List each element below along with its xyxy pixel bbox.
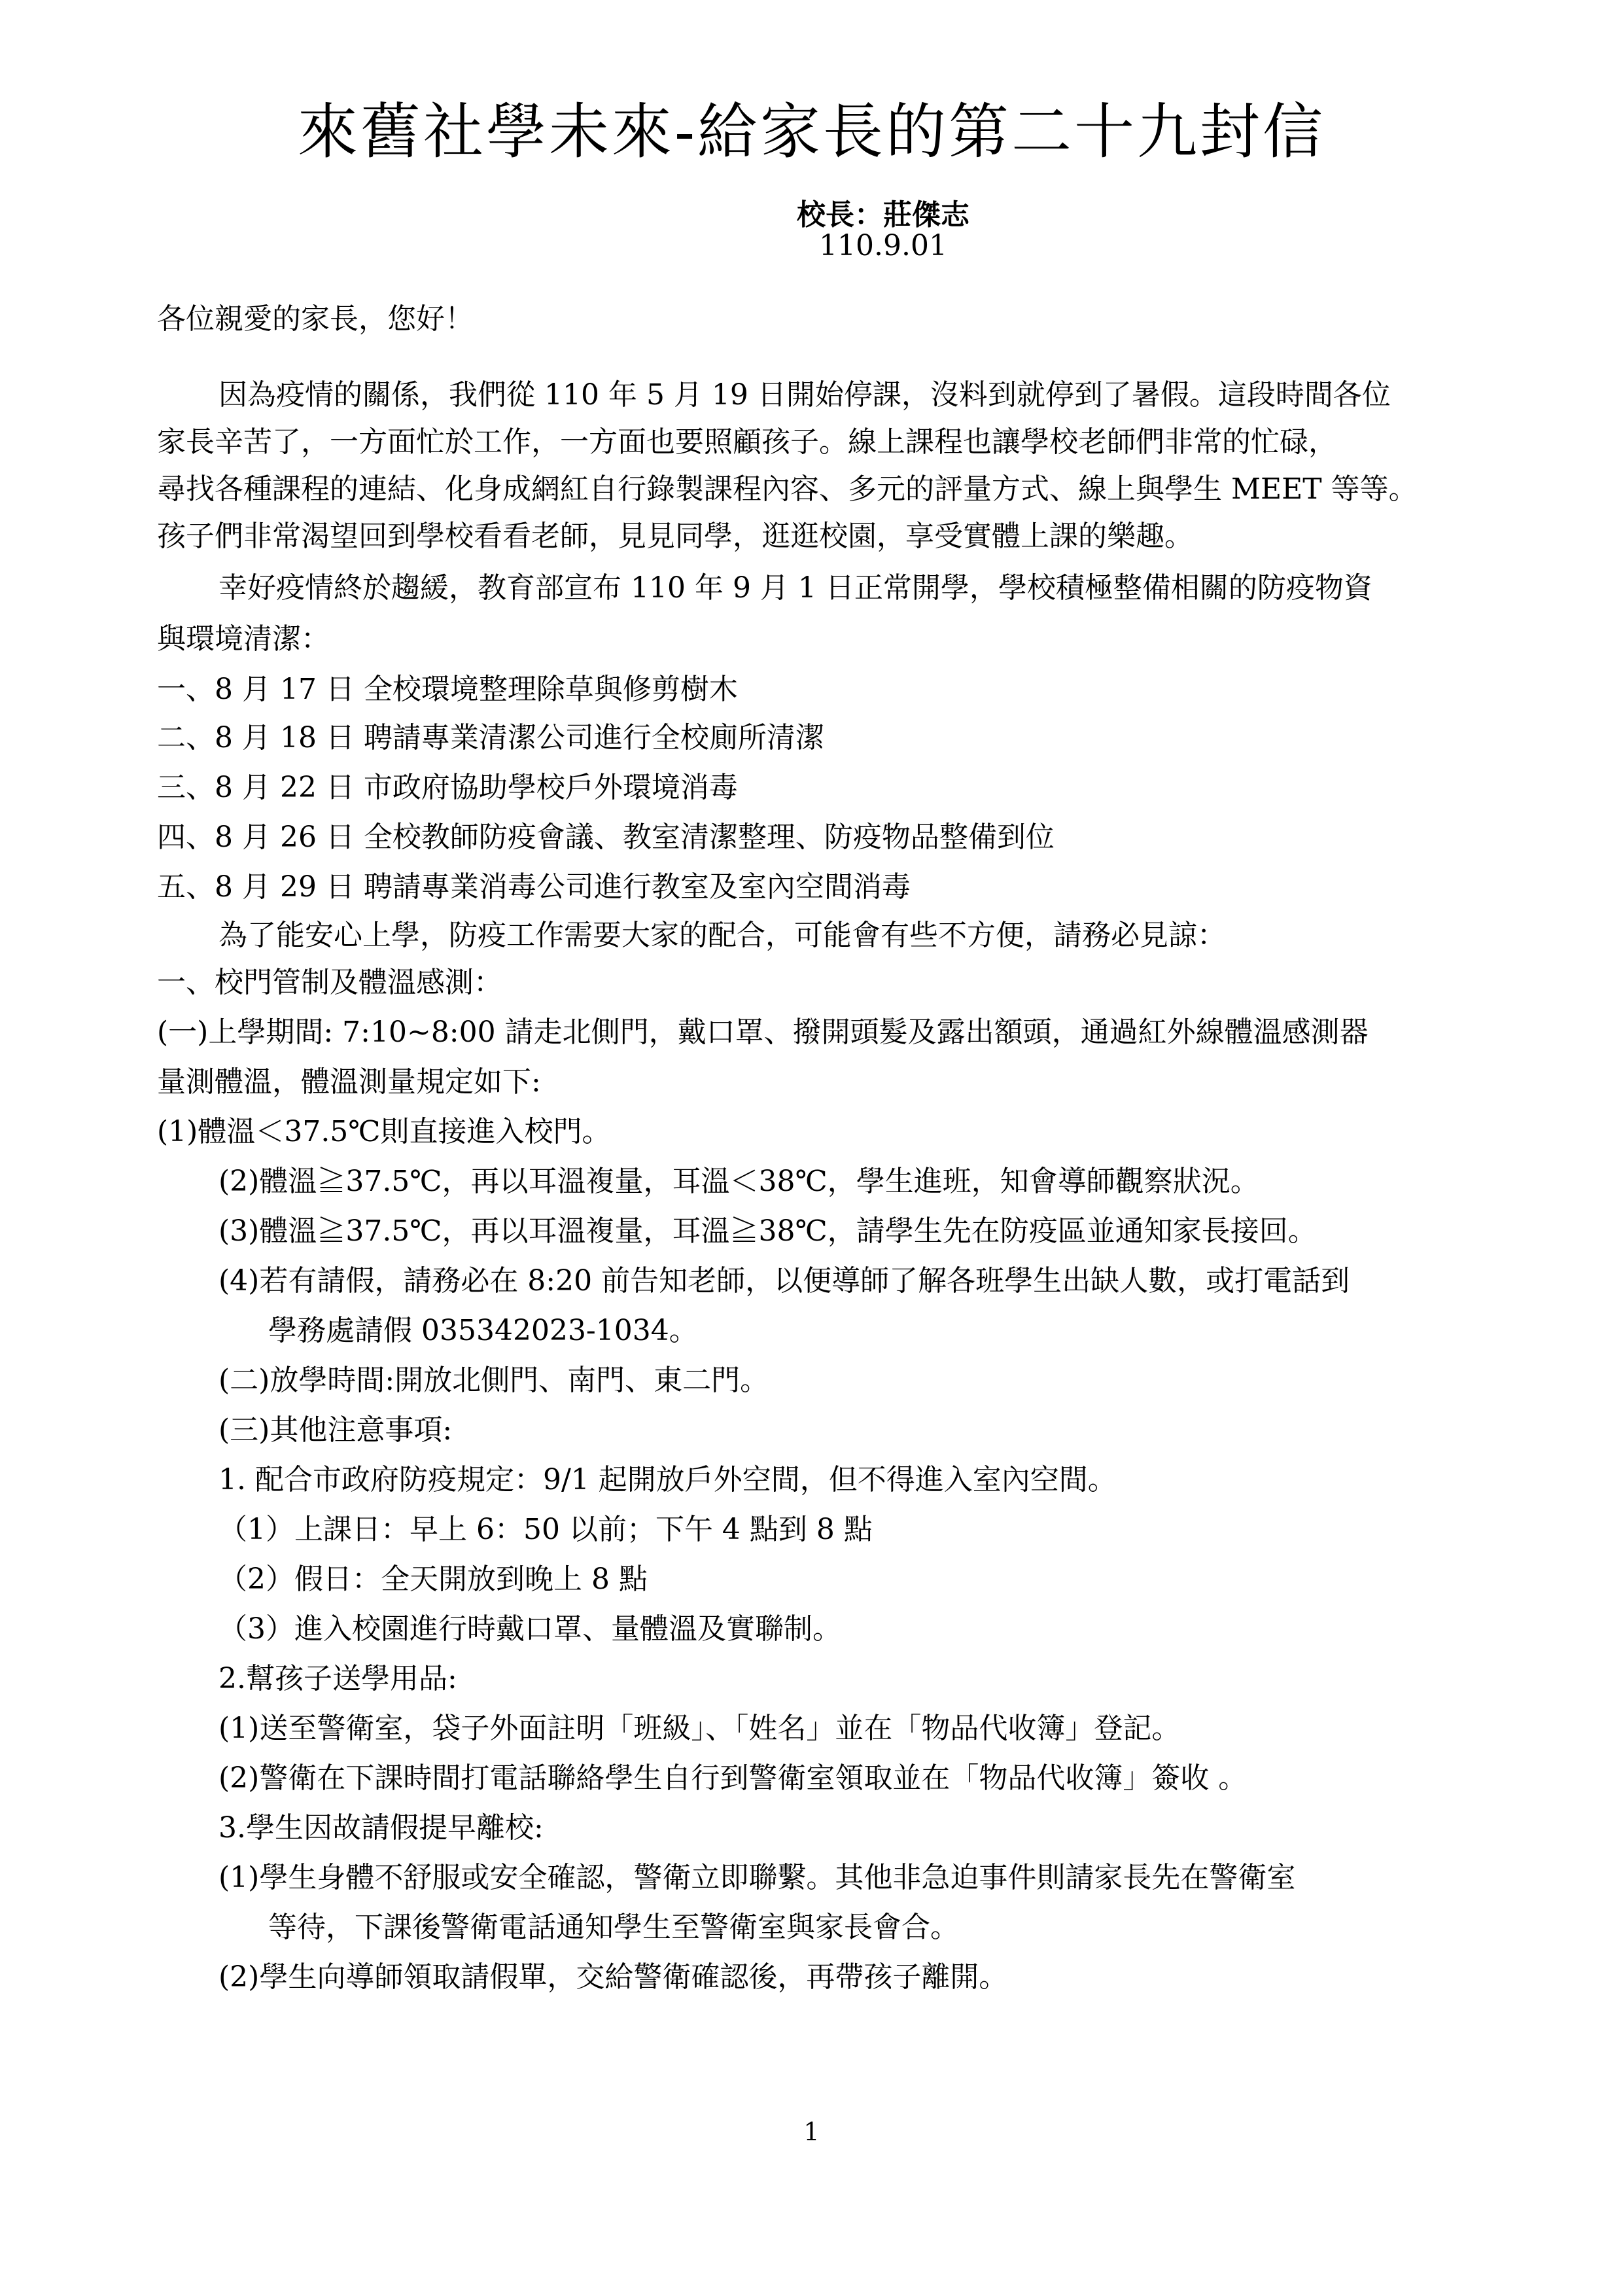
schedule-item: 四、8 月 26 日 全校教師防疫會議、教室清潔整理、防疫物品整備到位 <box>157 821 1055 854</box>
principal-name: 校長：莊傑志 <box>797 198 969 232</box>
note-1-item: （2）假日：全天開放到晚上 8 點 <box>218 1563 648 1596</box>
paragraph-2-line: 與環境清潔： <box>157 622 330 656</box>
dismissal-time: (二)放學時間:開放北側門、南門、東二門。 <box>218 1364 769 1397</box>
schedule-item: 三、8 月 22 日 市政府協助學校戶外環境消毒 <box>157 771 738 804</box>
schedule-item: 一、8 月 17 日 全校環境整理除草與修剪樹木 <box>157 673 738 706</box>
section-1-title: 一、校門管制及體溫感測： <box>157 966 502 999</box>
leave-rule-line: (4)若有請假，請務必在 8:20 前告知老師，以便導師了解各班學生出缺人數，或打電話到 <box>218 1264 1350 1298</box>
schedule-item: 五、8 月 29 日 聘請專業消毒公司進行教室及室內空間消毒 <box>157 870 911 904</box>
paragraph-1-line: 因為疫情的關係，我們從 110 年 5 月 19 日開始停課，沒料到就停到了暑假。這段時間各位 <box>218 378 1391 412</box>
temperature-rule: (2)體溫≧37.5℃，再以耳溫複量，耳溫＜38℃，學生進班，知會導師觀察狀況。 <box>218 1165 1259 1198</box>
note-3: 3.學生因故請假提早離校: <box>218 1811 544 1845</box>
paragraph-3: 為了能安心上學，防疫工作需要大家的配合，可能會有些不方便，請務必見諒： <box>218 919 1226 952</box>
note-1: 1. 配合市政府防疫規定：9/1 起開放戶外空間，但不得進入室內空間。 <box>218 1463 1117 1496</box>
paragraph-2-line: 幸好疫情終於趨緩，教育部宣布 110 年 9 月 1 日正常開學，學校積極整備相關的防疫物資 <box>218 571 1372 605</box>
note-1-item: （3）進入校園進行時戴口罩、量體溫及實聯制。 <box>218 1612 841 1646</box>
letter-title: 來舊社學未來-給家長的第二十九封信 <box>297 97 1326 167</box>
leave-rule-line: 學務處請假 035342023-1034。 <box>268 1314 698 1347</box>
paragraph-1-line: 孩子們非常渴望回到學校看看老師，見見同學，逛逛校園，享受實體上課的樂趣。 <box>157 520 1193 553</box>
note-2-item: (2)警衛在下課時間打電話聯絡學生自行到警衛室領取並在「物品代收簿」簽收 。 <box>218 1761 1248 1795</box>
paragraph-1-line: 家長辛苦了，一方面忙於工作，一方面也要照顧孩子。線上課程也讓學校老師們非常的忙碌， <box>157 425 1337 459</box>
greeting: 各位親愛的家長，您好！ <box>157 302 474 336</box>
page-number: 1 <box>803 2117 820 2146</box>
section-1a-line: 量測體溫，體溫測量規定如下: <box>157 1065 541 1099</box>
note-3-item-line: (1)學生身體不舒服或安全確認，警衛立即聯繫。其他非急迫事件則請家長先在警衛室 <box>218 1861 1296 1894</box>
schedule-item: 二、8 月 18 日 聘請專業清潔公司進行全校廁所清潔 <box>157 721 824 754</box>
section-1a-line: (一)上學期間: 7:10~8:00 請走北側門，戴口罩、撥開頭髮及露出額頭，通過紅外線體溫感測器 <box>157 1016 1369 1049</box>
temperature-rule: (1)體溫＜37.5℃則直接進入校門。 <box>157 1115 611 1148</box>
temperature-rule: (3)體溫≧37.5℃，再以耳溫複量，耳溫≧38℃，請學生先在防疫區並通知家長接回。 <box>218 1214 1317 1248</box>
other-notes-title: (三)其他注意事項: <box>218 1413 453 1447</box>
note-3-item: (2)學生向導師領取請假單，交給警衛確認後，再帶孩子離開。 <box>218 1960 1008 1994</box>
paragraph-1-line: 尋找各種課程的連結、化身成網紅自行錄製課程內容、多元的評量方式、線上與學生 MEET 等等。 <box>157 472 1418 506</box>
note-2-item: (1)送至警衛室，袋子外面註明「班級」、「姓名」並在「物品代收簿」登記。 <box>218 1712 1181 1745</box>
note-2: 2.幫孩子送學用品: <box>218 1662 457 1695</box>
letter-date: 110.9.01 <box>819 229 947 262</box>
note-3-item-line: 等待，下課後警衛電話通知學生至警衛室與家長會合。 <box>268 1911 959 1944</box>
note-1-item: （1）上課日：早上 6：50 以前；下午 4 點到 8 點 <box>218 1513 873 1546</box>
